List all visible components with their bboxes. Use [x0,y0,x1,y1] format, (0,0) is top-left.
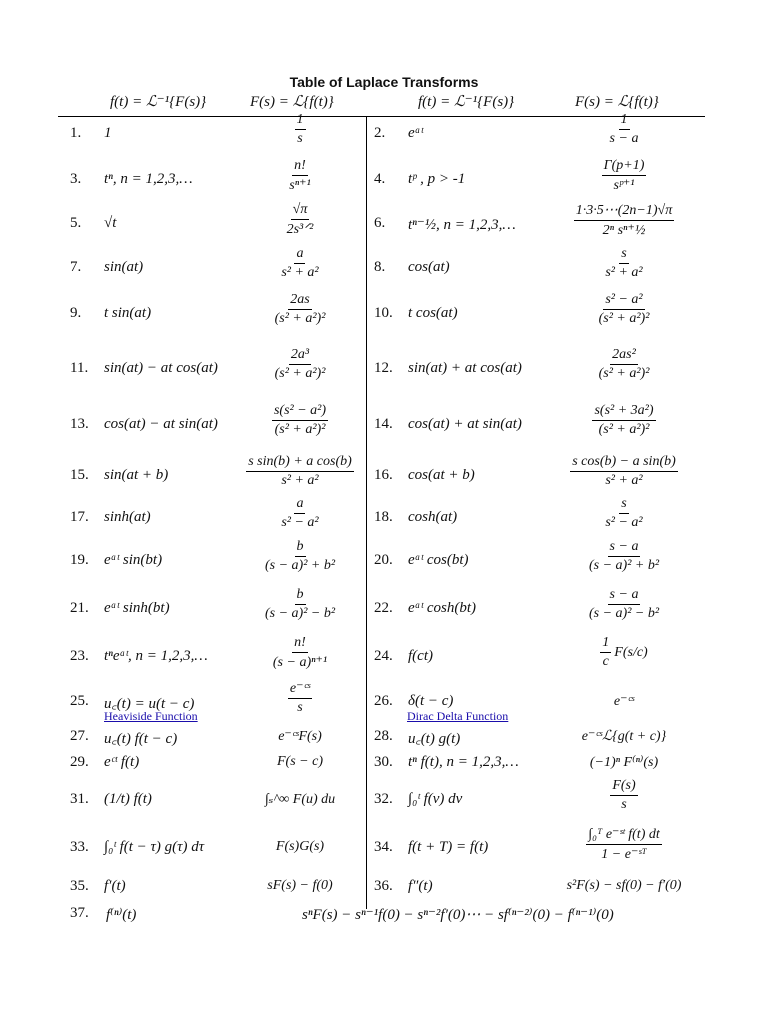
transform-value: s²F(s) − sf(0) − f′(0) [566,878,682,893]
fraction [263,587,337,622]
fraction [273,292,328,327]
numerator: 1 [600,635,611,653]
row-number: 15. [70,467,89,483]
denominator: (s² + a²)² [274,311,326,326]
numerator: s [619,496,628,514]
fraction [574,202,674,239]
time-function: tⁿ, n = 1,2,3,… [104,171,193,187]
transform-expression [514,158,734,194]
fraction [263,539,337,574]
page-title: Table of Laplace Transforms [289,74,479,90]
denominator: s² − a² [281,515,319,530]
time-function: 1 [104,125,112,141]
transform-expression [514,754,734,771]
time-function: f(t + T) = f(t) [408,839,489,855]
time-function: cos(at + b) [408,467,475,483]
fraction [603,246,644,281]
numerator: s(s² − a²) [272,403,328,421]
row-number: 21. [70,600,89,616]
numerator: F(s) [610,778,637,796]
numerator: 2a³ [289,347,311,365]
row-number: 19. [70,552,89,568]
fraction [597,292,652,327]
numerator: a [294,496,305,514]
transform-value: e⁻ᶜˢℒ{g(t + c)} [581,729,667,744]
transform-expression [514,403,734,438]
numerator: n! [292,158,308,176]
numerator: 2as [288,292,311,310]
transform-expression [514,292,734,327]
denominator: s² + a² [281,265,319,280]
transform-expression [514,635,734,670]
numerator: √π [291,202,310,220]
denominator: s − a [609,131,639,146]
time-function: u꜀(t) = u(t − c) [104,696,195,712]
denominator: (s − a)² + b² [264,558,336,573]
numerator: 1·3·5⋯(2n−1)√π [574,202,674,221]
denominator: s² + a² [605,265,643,280]
time-function: tᵖ , p > -1 [408,171,466,187]
row-number: 12. [374,360,393,376]
transform-expression: sⁿF(s) − sⁿ⁻¹f(0) − sⁿ⁻²f′(0)⋯ − sf⁽ⁿ⁻²⁾(0) − f⁽ⁿ⁻¹⁾(0) [302,907,614,923]
dirac-delta-function-link[interactable]: Dirac Delta Function [407,709,509,723]
row-number: 23. [70,648,89,664]
time-function: sin(at) + at cos(at) [408,360,522,376]
time-function: t sin(at) [104,305,152,321]
time-function: eᵃᵗ [408,125,424,141]
time-function: eᶜᵗ f(t) [104,754,140,770]
time-function: eᵃᵗ sinh(bt) [104,600,170,616]
time-function: tⁿ⁻½, n = 1,2,3,… [408,217,516,233]
numerator: s sin(b) + a cos(b) [246,454,354,472]
transform-expression [514,496,734,531]
denominator: (s − a)² − b² [588,606,660,621]
row-number: 7. [70,259,82,275]
fraction [271,635,329,671]
time-function: f(ct) [408,648,433,664]
row-number: 17. [70,509,89,525]
denominator: (s² + a²)² [598,422,650,437]
numerator: 2as² [610,347,638,365]
time-function: sinh(at) [104,509,151,525]
heaviside-function-link[interactable]: Heaviside Function [104,709,198,723]
denominator: c [602,654,609,669]
fraction [610,778,637,813]
time-function: cos(at) [408,259,450,275]
row-number: 9. [70,305,82,321]
time-function: f⁽ⁿ⁾(t) [106,907,137,923]
transform-expression [514,539,734,574]
time-function: cos(at) − at sin(at) [104,416,218,432]
transform-expression [514,826,734,863]
numerator: s² − a² [603,292,644,310]
fraction [608,112,641,147]
fraction [287,158,312,194]
fraction [587,539,661,574]
numerator: 1 [295,112,306,130]
time-function: u꜀(t) f(t − c) [104,731,178,747]
row-number: 37. [70,905,89,921]
time-function: f″(t) [408,878,433,894]
time-function: ∫₀ᵗ f(t − τ) g(τ) dτ [104,839,205,855]
fraction [272,403,328,438]
time-function: cosh(at) [408,509,458,525]
fraction [597,347,652,382]
denominator: (s − a)² + b² [588,558,660,573]
denominator: s [621,797,627,812]
numerator: s − a [608,587,641,605]
denominator: 2s³ᐟ² [286,222,314,237]
transform-value: sF(s) − f(0) [267,878,333,893]
transform-expression [514,112,734,147]
numerator: s cos(b) − a sin(b) [570,454,678,472]
time-function: eᵃᵗ sin(bt) [104,552,163,568]
row-number: 27. [70,728,89,744]
header-F-right: F(s) = ℒ{f(t)} [575,94,659,110]
time-function: sin(at) [104,259,144,275]
fraction-tail: F(s/c) [614,644,648,660]
transform-expression [514,587,734,622]
row-number: 29. [70,754,89,770]
row-number: 6. [374,215,386,231]
denominator: s² − a² [605,515,643,530]
denominator: 2ⁿ sⁿ⁺½ [602,223,646,238]
numerator: s [619,246,628,264]
denominator: s² + a² [605,473,643,488]
fraction [592,403,655,438]
time-function: u꜀(t) g(t) [408,731,461,747]
fraction [279,496,320,531]
fraction [602,158,647,194]
fraction [279,246,320,281]
fraction [587,587,661,622]
row-number: 26. [374,693,393,709]
row-number: 1. [70,125,82,141]
row-number: 31. [70,791,89,807]
fraction [603,496,644,531]
denominator: (s² + a²)² [598,311,650,326]
fraction [600,635,611,670]
row-number: 8. [374,259,386,275]
numerator: 1 [619,112,630,130]
transform-expression [514,454,734,489]
time-function: eᵃᵗ cos(bt) [408,552,469,568]
header-F-left: F(s) = ℒ{f(t)} [250,94,334,110]
fraction [570,454,678,489]
transform-expression [514,347,734,382]
row-number: 36. [374,878,393,894]
numerator: b [295,539,306,557]
row-number: 5. [70,215,82,231]
time-function: tⁿ f(t), n = 1,2,3,… [408,754,519,770]
transform-value: (−1)ⁿ F⁽ⁿ⁾(s) [589,755,659,770]
row-number: 4. [374,171,386,187]
header-f-left: f(t) = ℒ⁻¹{F(s)} [110,94,207,110]
transform-value: e⁻ᶜˢF(s) [278,729,322,744]
fraction [288,680,312,716]
denominator: s² + a² [281,473,319,488]
row-number: 25. [70,693,89,709]
transform-expression [514,728,734,745]
transform-value: F(s − c) [277,754,323,769]
time-function: f′(t) [104,878,126,894]
denominator: 1 − e⁻ˢᵀ [601,847,647,862]
transform-expression [514,202,734,239]
time-function: √t [104,215,117,231]
time-function: δ(t − c) [408,693,454,709]
fraction [295,112,306,147]
row-number: 10. [374,305,393,321]
denominator: (s² + a²)² [598,366,650,381]
fraction [273,347,328,382]
time-function: ∫₀ᵗ f(v) dv [408,791,463,807]
numerator: a [294,246,305,264]
time-function: sin(at) − at cos(at) [104,360,218,376]
denominator: (s² + a²)² [274,422,326,437]
transform-expression [514,778,734,813]
denominator: (s − a)² − b² [264,606,336,621]
time-function: t cos(at) [408,305,458,321]
denominator: s [297,700,303,715]
row-number: 18. [374,509,393,525]
numerator: n! [292,635,308,653]
transform-expression [514,878,734,894]
row-number: 33. [70,839,89,855]
header-f-right: f(t) = ℒ⁻¹{F(s)} [418,94,515,110]
fraction [246,454,354,489]
time-function: tⁿeᵃᵗ, n = 1,2,3,… [104,648,208,664]
transform-value: e⁻ᶜˢ [613,694,635,709]
denominator: sᵖ⁺¹ [613,178,635,193]
row-number: 32. [374,791,393,807]
time-function: eᵃᵗ cosh(bt) [408,600,477,616]
row-number: 22. [374,600,393,616]
time-function: cos(at) + at sin(at) [408,416,522,432]
numerator: s − a [608,539,641,557]
fraction [285,202,316,238]
row-number: 35. [70,878,89,894]
row-number: 3. [70,171,82,187]
row-number: 16. [374,467,393,483]
row-number: 2. [374,125,386,141]
denominator: sⁿ⁺¹ [289,178,311,193]
numerator: ∫₀ᵀ e⁻ˢᵗ f(t) dt [586,826,662,845]
transform-value: F(s)G(s) [275,839,325,854]
row-number: 34. [374,839,393,855]
row-number: 11. [70,360,89,376]
denominator: (s² + a²)² [274,366,326,381]
fraction [586,826,662,863]
row-number: 13. [70,416,89,432]
transform-expression [514,693,734,710]
numerator: e⁻ᶜˢ [288,680,312,699]
time-function: (1/t) f(t) [104,791,152,807]
numerator: s(s² + 3a²) [592,403,655,421]
transform-value: ∫ₛ^∞ F(u) du [264,792,336,807]
time-function: sin(at + b) [104,467,169,483]
numerator: Γ(p+1) [602,158,647,176]
transform-expression [514,246,734,281]
row-number: 20. [374,552,393,568]
numerator: b [295,587,306,605]
denominator: s [297,131,303,146]
row-number: 24. [374,648,393,664]
denominator: (s − a)ⁿ⁺¹ [272,655,328,670]
row-number: 28. [374,728,393,744]
row-number: 14. [374,416,393,432]
row-number: 30. [374,754,393,770]
